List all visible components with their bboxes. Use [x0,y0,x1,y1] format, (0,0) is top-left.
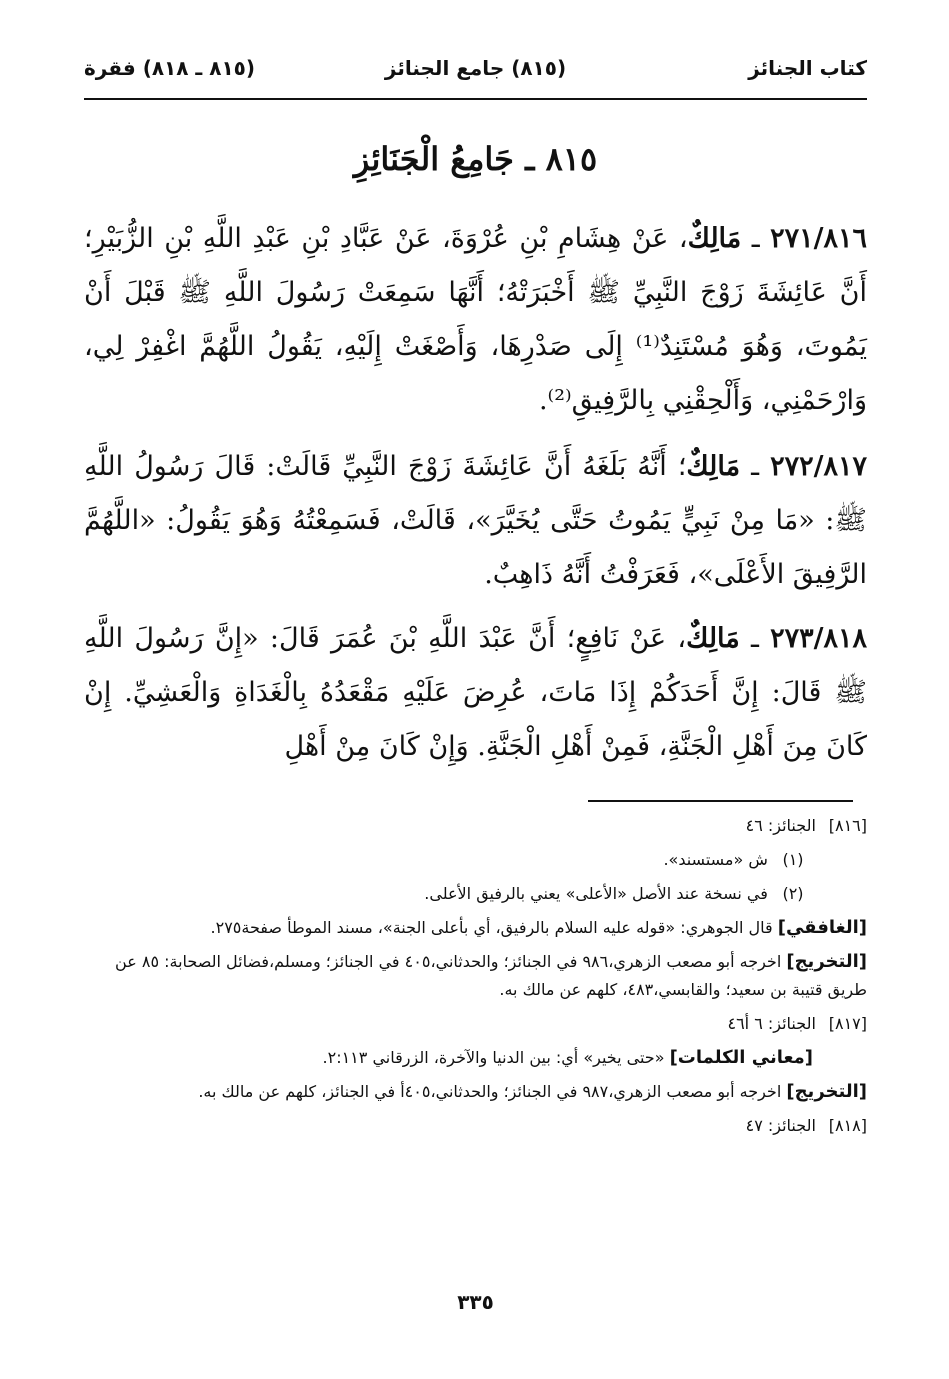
hadith-narrator: مَالِكٌ [686,623,740,654]
hadith-narrator: مَالِكٌ [687,223,742,254]
header-divider [84,98,867,100]
hadith-number: ٢٧٣/٨١٨ [770,623,867,654]
hadith-text: ، عَنْ نَافِعٍ؛ أَنَّ عَبْدَ اللَّهِ بْنَ عُمَرَ قَالَ: «إِنَّ رَسُولَ اللَّهِ ﷺ قَالَ: إِنَّ أَحَدَكُمْ إِذَا مَاتَ، عُرِضَ عَلَيْهِ مَقْعَدُهُ بِالْغَدَاةِ وَالْعَشِيِّ. إِنْ كَانَ مِنَ أَهْلِ الْجَنَّةِ، فَمِنْ أَهْلِ الْجَنَّةِ. وَإِنْ كَانَ مِنْ أَهْلِ [84,623,867,762]
footnote-number: (١) [782,850,804,869]
header-book-title: كتاب الجنائز [748,56,867,80]
footnote-2 [84,880,867,908]
note-ref: [٨١٨] [828,1116,867,1135]
note-ref: [٨١٦] [828,816,867,835]
footnote-divider [588,800,853,802]
note-text: قال الجوهري: «قوله عليه السلام بالرفيق، أي بأعلى الجنة»، مسند الموطأ صفحة٢٧٥. [210,918,773,937]
hadith-narrator: مَالِكٌ [686,451,741,482]
footnote-number: (٢) [782,884,804,903]
note-text: اخرجه أبو مصعب الزهري،٩٨٧ في الجنائز؛ والحدثاني،٤٠٥أ في الجنائز، كلهم عن مالك به. [198,1082,782,1101]
hadith-818: ٢٧٣/٨١٨ ـ مَالِكٌ، عَنْ نَافِعٍ؛ أَنَّ عَبْدَ اللَّهِ بْنَ عُمَرَ قَالَ: «إِنَّ رَسُولَ اللَّهِ ﷺ قَالَ: إِنَّ أَحَدَكُمْ إِذَا مَاتَ، عُرِضَ عَلَيْهِ مَقْعَدُهُ بِالْغَدَاةِ وَالْعَشِيِّ. إِنْ كَانَ مِنَ أَهْلِ الْجَنَّةِ، فَمِنْ أَهْلِ الْجَنَّةِ. وَإِنْ كَانَ مِنْ أَهْلِ [84,623,867,762]
note-ref: [٨١٧] [828,1014,867,1033]
note-text: الجنائز: ٤٦ [745,816,816,835]
hadith-number: ٢٧٢/٨١٧ [770,451,867,482]
footnote-text: في نسخة عند الأصل «الأعلى» يعني بالرفيق الأعلى. [424,884,768,903]
note-text: اخرجه أبو مصعب الزهري،٩٨٦ في الجنائز؛ والحدثاني،٤٠٥ في الجنائز؛ ومسلم،فضائل الصحابة: ٨٥ عن طريق قتيبة بن سعيد؛ والقابسي،٤٨٣، كلهم عن مالك به. [115,952,867,999]
maani-note [84,1044,867,1072]
ghafiqi-note [84,914,867,942]
note-818 [84,1112,867,1140]
note-817 [84,1010,867,1038]
chapter-title: ٨١٥ ـ جَامِعُ الْجَنَائِزِ [353,140,598,178]
note-text: الجنائز: ٤٧ [745,1116,816,1135]
note-text: الجنائز: ٦ أ٤٦ [727,1014,816,1033]
header-paragraph-range: (٨١٥ ـ ٨١٨) فقرة [84,56,255,80]
hadith-text: ؛ أَنَّهُ بَلَغَهُ أَنَّ عَائِشَةَ زَوْجَ النَّبِيِّ قَالَتْ: قَالَ رَسُولُ اللَّهِ ﷺ: «مَا مِنْ نَبِيٍّ يَمُوتُ حَتَّى يُخَيَّرَ»، قَالَتْ، فَسَمِعْتُهُ وَهُوَ يَقُولُ: «اللَّهُمَّ الرَّفِيقَ الأَعْلَى»، فَعَرَفْتُ أَنَّهُ ذَاهِبٌ. [84,451,868,590]
hadith-816: ٢٧١/٨١٦ ـ مَالِكٌ، عَنْ هِشَامِ بْنِ عُرْوَةَ، عَنْ عَبَّادِ بْنِ عَبْدِ اللَّهِ بْنِ الزُّبَيْرِ؛ أَنَّ عَائِشَةَ زَوْجَ النَّبِيِّ ﷺ أَخْبَرَتْهُ؛ أَنَّهَا سَمِعَتْ رَسُولَ اللَّهِ ﷺ قَبْلَ أَنْ يَمُوتَ، وَهُوَ مُسْتَنِدٌ⁽¹⁾ إِلَى صَدْرِهَا، وَأَصْغَتْ إِلَيْهِ، يَقُولُ اللَّهُمَّ اغْفِرْ لِي، وَارْحَمْنِي، وَأَلْحِقْنِي بِالرَّفِيقِ⁽²⁾. [84,223,867,416]
note-text: «حتى يخير» أي: بين الدنيا والآخرة، الزرقاني ٢:١١٣. [322,1048,665,1067]
footnote-text: ش «مستسند». [663,850,768,869]
running-header [84,56,867,96]
note-tag: [التخريج] [786,1081,867,1102]
footnote-1 [84,846,867,874]
takhrij-note-816 [84,948,867,1004]
hadith-817: ٢٧٢/٨١٧ ـ مَالِكٌ؛ أَنَّهُ بَلَغَهُ أَنَّ عَائِشَةَ زَوْجَ النَّبِيِّ قَالَتْ: قَالَ رَسُولُ اللَّهِ ﷺ: «مَا مِنْ نَبِيٍّ يَمُوتُ حَتَّى يُخَيَّرَ»، قَالَتْ، فَسَمِعْتُهُ وَهُوَ يَقُولُ: «اللَّهُمَّ الرَّفِيقَ الأَعْلَى»، فَعَرَفْتُ أَنَّهُ ذَاهِبٌ. [84,451,868,590]
header-chapter-title: (٨١٥) جامع الجنائز [384,56,567,80]
note-tag: [الغافقي] [777,917,867,938]
footnotes [84,812,867,1146]
takhrij-note-817 [84,1078,867,1106]
hadith-number: ٢٧١/٨١٦ [770,223,867,254]
note-tag: [معاني الكلمات] [669,1047,813,1068]
note-tag: [التخريج] [786,951,867,972]
note-816 [84,812,867,840]
page-number: ٣٣٥ [457,1290,494,1314]
hadith-text: ، عَنْ هِشَامِ بْنِ عُرْوَةَ، عَنْ عَبَّادِ بْنِ عَبْدِ اللَّهِ بْنِ الزُّبَيْرِ؛ أَنَّ عَائِشَةَ زَوْجَ النَّبِيِّ ﷺ أَخْبَرَتْهُ؛ أَنَّهَا سَمِعَتْ رَسُولَ اللَّهِ ﷺ قَبْلَ أَنْ يَمُوتَ، وَهُوَ مُسْتَنِدٌ⁽¹⁾ إِلَى صَدْرِهَا، وَأَصْغَتْ إِلَيْهِ، يَقُولُ اللَّهُمَّ اغْفِرْ لِي، وَارْحَمْنِي، وَأَلْحِقْنِي بِالرَّفِيقِ⁽²⁾. [84,223,867,416]
